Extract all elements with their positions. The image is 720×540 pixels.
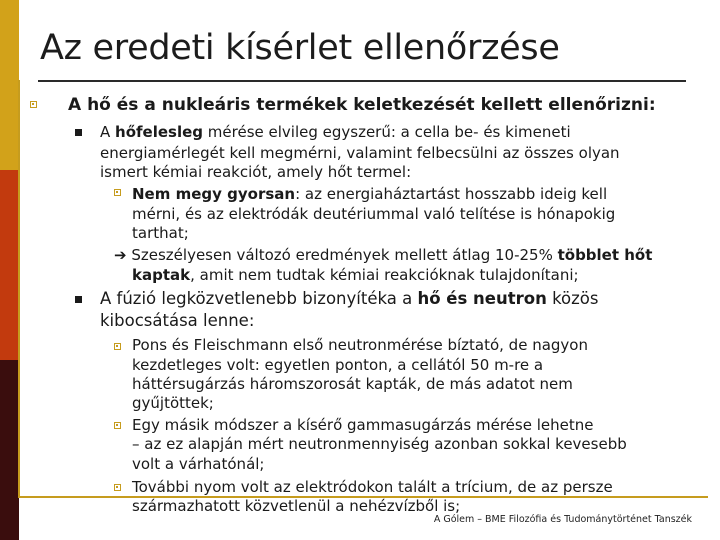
sub2-line2: kibocsátása lenne: <box>100 311 255 330</box>
bullet-square-icon <box>30 101 37 108</box>
decor-stripe-top <box>0 0 19 170</box>
sub2-line1: A fúzió legközvetlenebb bizonyítéka a hő és neutron közös <box>100 289 599 308</box>
sub1-item1-line3: tarthat; <box>132 224 189 242</box>
panel-border-left <box>18 80 20 498</box>
arrow-right-icon: ➔ <box>114 246 127 264</box>
sub1-line2: energiamérlegét kell megmérni, valamint felbecsülni az összes olyan <box>100 144 620 162</box>
sub1-item1-line2: mérni, és az elektródák deutériummal való telítése is hónapokig <box>132 205 616 223</box>
sub2-item2-line2: – az ez alapján mért neutronmennyiség azonban sokkal kevesebb <box>132 435 627 453</box>
sub1-line3: ismert kémiai reakciót, amely hőt termel: <box>100 163 412 181</box>
sub2-item1-line3: háttérsugárzás háromszorosát kapták, de más adatot nem <box>132 375 573 393</box>
sub1-item1-line1: Nem megy gyorsan: az energiaháztartást hosszabb ideig kell <box>132 185 608 203</box>
sub2-item1-line4: gyűjtöttek; <box>132 394 214 412</box>
footer-credit: A Gólem – BME Filozófia és Tudománytörténet Tanszék <box>433 514 692 525</box>
sub2-item2-line1: Egy másik módszer a kísérő gammasugárzás mérése lehetne <box>132 416 594 434</box>
main-point: A hő és a nukleáris termékek keletkezését kellett ellenőrizni: <box>68 95 656 115</box>
decor-stripe-middle <box>0 170 19 360</box>
sub2-item3-line1: További nyom volt az elektródokon talált a trícium, de az persze <box>132 478 613 496</box>
bullet-filled-icon <box>75 129 82 136</box>
sub1-keyword: hőfelesleg <box>115 123 204 141</box>
sub2-item1-line2: kezdetleges volt: egyetlen ponton, a cellától 50 m-re a <box>132 356 544 374</box>
sub1-line1: A hőfelesleg mérése elvileg egyszerű: a cella be- és kimeneti <box>100 123 571 141</box>
bullet-filled-icon <box>75 296 82 303</box>
bullet-square-icon <box>114 189 121 196</box>
bullet-square-icon <box>114 343 121 350</box>
sub1-result-line2: kaptak, amit nem tudtak kémiai reakcióknak tulajdonítani; <box>132 266 579 284</box>
bullet-square-icon <box>114 422 121 429</box>
bullet-square-icon <box>114 484 121 491</box>
title-underline <box>38 80 686 82</box>
sub2-item3-line2: származhatott közvetlenül a nehézvízből is; <box>132 497 461 515</box>
sub2-item2-line3: volt a várhatónál; <box>132 455 265 473</box>
decor-stripe-bottom <box>0 360 19 540</box>
sub1-result-line1: ➔ Szeszélyesen változó eredmények mellett átlag 10-25% többlet hőt <box>114 246 653 264</box>
sub2-item1-line1: Pons és Fleischmann első neutronmérése bíztató, de nagyon <box>132 336 588 354</box>
slide-title: Az eredeti kísérlet ellenőrzése <box>40 28 560 68</box>
